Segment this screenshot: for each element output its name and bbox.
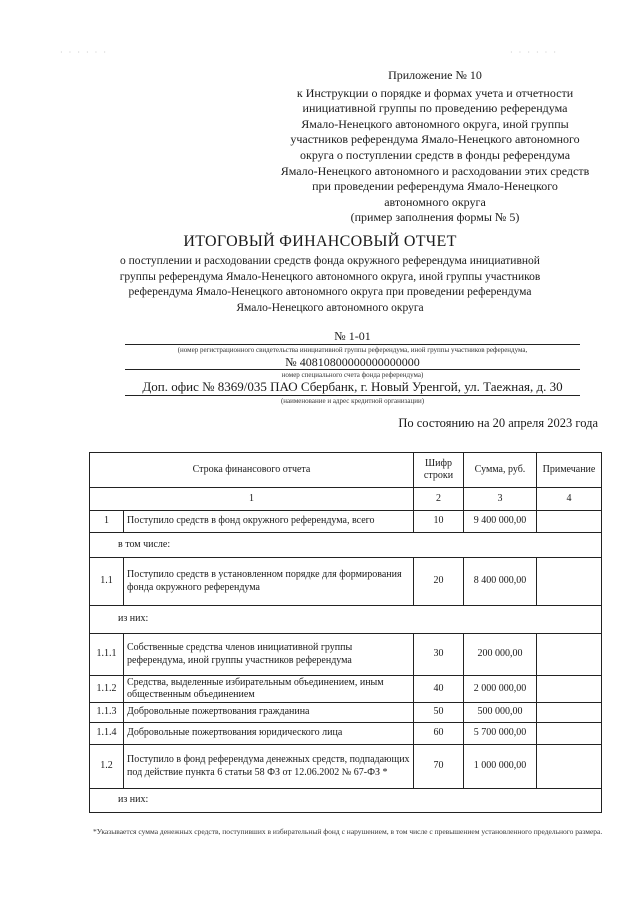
row-sum: 2 000 000,00 — [464, 676, 537, 703]
subtitle-line: Ямало-Ненецкого автономного округа — [236, 301, 424, 314]
row-number: 1.1 — [90, 558, 124, 606]
row-subheading: в том числе: — [90, 533, 602, 558]
state-date: По состоянию на 20 апреля 2023 года — [398, 416, 598, 430]
annex-line: инициативной группы по проведению референдума — [302, 101, 568, 116]
table-subheading-row — [90, 789, 602, 813]
row-text: Добровольные пожертвования юридического лица — [124, 723, 414, 745]
annex-line: Ямало-Ненецкого автономного и расходовании этих средств — [280, 163, 590, 178]
bank-name: Доп. офис № 8369/035 ПАО Сбербанк, г. Новый Уренгой, ул. Таежная, д. 30 — [142, 379, 563, 394]
row-sum: 500 000,00 — [464, 703, 537, 723]
divider — [125, 344, 580, 345]
annex-line: автономного округа — [384, 194, 486, 209]
table-row — [90, 676, 602, 703]
annex-line: Ямало-Ненецкого автономного округа, иной группы — [301, 116, 569, 131]
row-code: 20 — [414, 558, 464, 606]
header-number: 2 — [414, 488, 464, 511]
table-row — [90, 703, 602, 723]
table-row — [90, 634, 602, 676]
header-number: 1 — [90, 488, 414, 511]
scan-noise: · · · · · · — [510, 48, 558, 57]
divider — [125, 369, 580, 370]
financial-report-table — [89, 452, 602, 813]
row-code: 70 — [414, 745, 464, 789]
row-note — [537, 745, 602, 789]
subtitle-line: группы референдума Ямало-Ненецкого автономного округа, иной группы участников — [119, 270, 541, 283]
annex-line: к Инструкции о порядке и формах учета и отчетности — [296, 85, 574, 100]
row-note — [537, 703, 602, 723]
row-code: 60 — [414, 723, 464, 745]
row-text: Средства, выделенные избирательным объединением, иным общественным объединением — [124, 676, 414, 703]
header-number: 3 — [464, 488, 537, 511]
table-row — [90, 558, 602, 606]
row-number: 1.1.2 — [90, 676, 124, 703]
row-code: 10 — [414, 511, 464, 533]
account-caption: номер специального счета фонда референдума) — [281, 371, 424, 379]
row-note — [537, 511, 602, 533]
row-number: 1.2 — [90, 745, 124, 789]
row-number: 1 — [90, 511, 124, 533]
table-row — [90, 745, 602, 789]
annex-line: участников референдума Ямало-Ненецкого автономного — [290, 132, 580, 147]
annex-line: (пример заполнения формы № 5) — [350, 210, 520, 225]
row-text: Поступило в фонд референдума денежных средств, подпадающих под действие пункта 6 статьи 58 ФЗ от 12.06.2002 № 67-ФЗ * — [124, 745, 414, 789]
row-note — [537, 723, 602, 745]
row-text: Собственные средства членов инициативной группы референдума, иной группы участников референдума — [124, 634, 414, 676]
registration-number: № 1-01 — [334, 329, 371, 343]
registration-caption: (номер регистрационного свидетельства инициативной группы референдума, иной группы участников референдума, — [177, 346, 528, 354]
row-number: 1.1.3 — [90, 703, 124, 723]
row-note — [537, 634, 602, 676]
annex-line: при проведении референдума Ямало-Ненецкого — [312, 179, 558, 194]
row-code: 40 — [414, 676, 464, 703]
header-line: Строка финансового отчета — [90, 453, 414, 488]
annex-line: округа о поступлении средств в фонды референдума — [299, 147, 571, 162]
row-code: 50 — [414, 703, 464, 723]
row-note — [537, 676, 602, 703]
table-subheading-row — [90, 606, 602, 634]
divider — [125, 395, 580, 396]
header-code: Шифр строки — [414, 453, 464, 488]
bank-caption: (наименование и адрес кредитной организации) — [280, 397, 425, 405]
account-number: № 40810800000000000000 — [285, 355, 420, 369]
row-subheading: из них: — [90, 789, 602, 813]
subtitle-line: о поступлении и расходовании средств фонда окружного референдума инициативной — [120, 255, 540, 267]
annex-header — [250, 68, 620, 226]
row-text: Добровольные пожертвования гражданина — [124, 703, 414, 723]
table-header-row — [90, 453, 602, 488]
row-sum: 8 400 000,00 — [464, 558, 537, 606]
table-number-row — [90, 488, 602, 511]
row-code: 30 — [414, 634, 464, 676]
row-number: 1.1.1 — [90, 634, 124, 676]
row-text: Поступило средств в фонд окружного референдума, всего — [124, 511, 414, 533]
header-note: Примечание — [537, 453, 602, 488]
row-subheading: из них: — [90, 606, 602, 634]
row-sum: 9 400 000,00 — [464, 511, 537, 533]
footnote: *Указывается сумма денежных средств, поступивших в избирательный фонд с нарушением, в том числе с превышением установленного предельного размера. — [93, 827, 603, 836]
document-subtitle — [95, 254, 565, 316]
row-sum: 1 000 000,00 — [464, 745, 537, 789]
document-title: ИТОГОВЫЙ ФИНАНСОВЫЙ ОТЧЕТ — [183, 233, 457, 250]
header-sum: Сумма, руб. — [464, 453, 537, 488]
table-subheading-row — [90, 533, 602, 558]
row-text: Поступило средств в установленном порядке для формирования фонда окружного референдума — [124, 558, 414, 606]
row-note — [537, 558, 602, 606]
subtitle-line: референдума Ямало-Ненецкого автономного округа при проведении референдума — [128, 286, 532, 298]
row-sum: 5 700 000,00 — [464, 723, 537, 745]
scan-noise: · · · · · · — [60, 48, 108, 57]
row-number: 1.1.4 — [90, 723, 124, 745]
row-sum: 200 000,00 — [464, 634, 537, 676]
header-number: 4 — [537, 488, 602, 511]
table-row — [90, 511, 602, 533]
table-row — [90, 723, 602, 745]
annex-line: Приложение № 10 — [388, 68, 482, 82]
